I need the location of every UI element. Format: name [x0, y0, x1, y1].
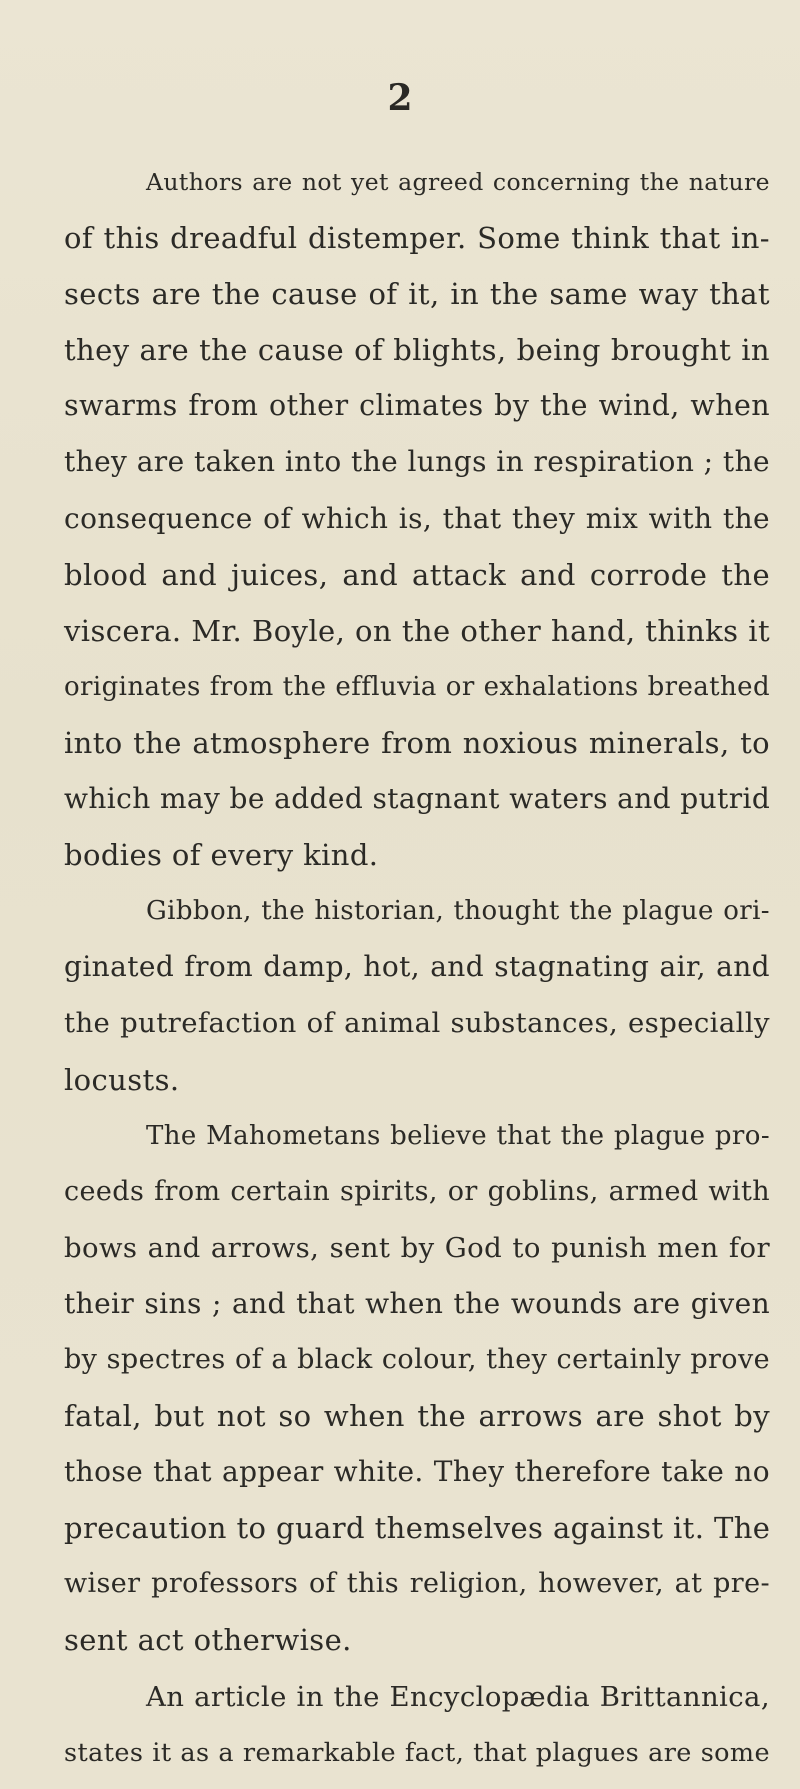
text-line: ceeds from certain spirits, or goblins, armed with [64, 1175, 770, 1207]
text-line: states it as a remarkable fact, that plagues are some [64, 1737, 770, 1768]
text-line: they are taken into the lungs in respiration ; the [64, 445, 770, 479]
text-line: the putrefaction of animal substances, especially [64, 1007, 770, 1040]
text-line: those that appear white. They therefore take no [64, 1455, 770, 1489]
text-line: blood and juices, and attack and corrode the [64, 557, 770, 592]
text-line: Authors are not yet agreed concerning the nature [146, 168, 770, 196]
text-line: wiser professors of this religion, however, at pre- [64, 1568, 770, 1600]
text-line: sent act otherwise. [64, 1623, 352, 1658]
text-line: precaution to guard themselves against it. The [64, 1511, 771, 1546]
text-line: into the atmosphere from noxious minerals, to [64, 725, 770, 760]
text-line: locusts. [64, 1062, 180, 1097]
text-line: by spectres of a black colour, they certainly prove [64, 1343, 770, 1375]
text-line: The Mahometans believe that the plague pro- [146, 1120, 770, 1151]
text-line: their sins ; and that when the wounds are given [64, 1286, 770, 1320]
text-line: of this dreadful distemper. Some think that in- [64, 221, 770, 256]
text-line: fatal, but not so when the arrows are shot by [64, 1399, 770, 1434]
text-line: originates from the effluvia or exhalations breathed [64, 671, 770, 702]
body-text [64, 162, 770, 1789]
text-line: bodies of every kind. [64, 838, 379, 873]
text-line: ginated from damp, hot, and stagnating air, and [64, 950, 770, 984]
text-line: they are the cause of blights, being brought in [64, 333, 770, 368]
text-line: bows and arrows, sent by God to punish men for [64, 1231, 770, 1264]
text-line: which may be added stagnant waters and putrid [64, 782, 771, 816]
text-line: consequence of which is, that they mix with the [64, 501, 770, 535]
text-line: swarms from other climates by the wind, when [64, 389, 770, 423]
text-line: Gibbon, the historian, thought the plague ori- [146, 896, 770, 927]
text-line: viscera. Mr. Boyle, on the other hand, thinks it [64, 613, 770, 648]
text-line: sects are the cause of it, in the same way that [64, 277, 770, 312]
text-line: An article in the Encyclopædia Brittannica, [146, 1680, 770, 1713]
page-number: 2 [387, 77, 413, 119]
